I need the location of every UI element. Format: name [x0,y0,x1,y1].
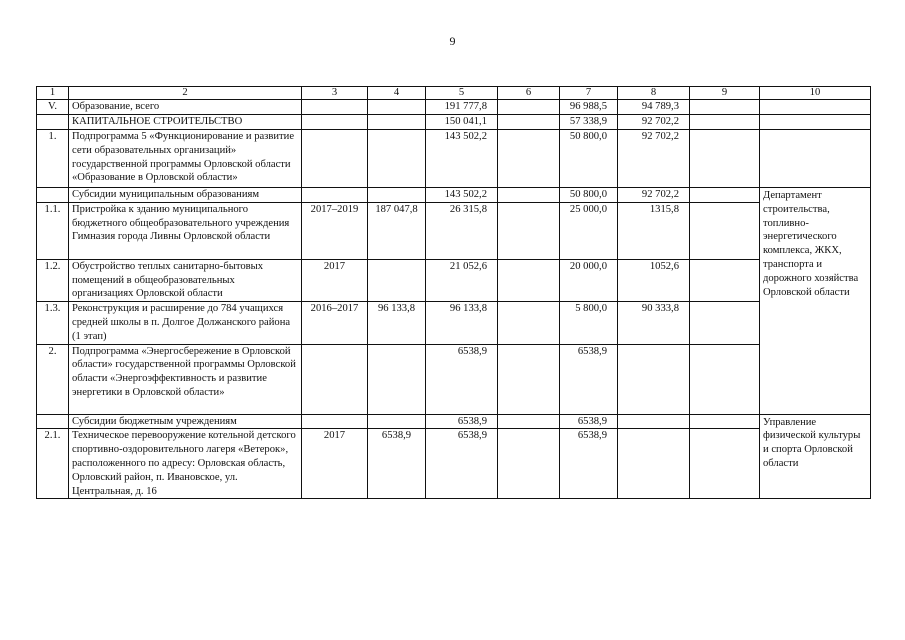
amount-col5: 150 041,1 [426,115,498,130]
amount-col7: 5 800,0 [560,302,618,344]
amount-col6 [498,259,560,301]
row-number: 1.1. [37,202,69,259]
amount-col6 [498,130,560,188]
column-header: 7 [560,87,618,100]
table-row [37,414,871,429]
period-cell: 2017–2019 [302,202,368,259]
item-name: Обустройство теплых санитарно-бытовых помещений в общеобразовательных организациях Орловской области [69,259,302,301]
row-number: 2.1. [37,429,69,499]
amount-col7: 20 000,0 [560,259,618,301]
column-header: 4 [368,87,426,100]
amount-col7: 57 338,9 [560,115,618,130]
period-cell [302,130,368,188]
amount-col8: 94 789,3 [618,100,690,115]
period-cell [302,414,368,429]
table-row [37,188,871,203]
amount-col6 [498,414,560,429]
estimated-cost-cell [368,344,426,414]
amount-col7: 96 988,5 [560,100,618,115]
estimated-cost-cell [368,188,426,203]
table-header-row [37,87,871,100]
amount-col8 [618,344,690,414]
amount-col8 [618,429,690,499]
column-header: 8 [618,87,690,100]
item-name: Реконструкция и расширение до 784 учащихся средней школы в п. Долгое Должанского района (1 этап) [69,302,302,344]
amount-col7: 6538,9 [560,429,618,499]
amount-col6 [498,344,560,414]
table-row [37,259,871,301]
amount-col9 [690,429,760,499]
amount-col5: 26 315,8 [426,202,498,259]
item-name: Подпрограмма «Энергосбережение в Орловской области» государственной программы Орловской области «Энергоэффективность и развитие энергетики в Орловской области» [69,344,302,414]
amount-col9 [690,188,760,203]
column-header: 1 [37,87,69,100]
amount-col6 [498,188,560,203]
amount-col8: 92 702,2 [618,188,690,203]
column-header: 5 [426,87,498,100]
amount-col7: 50 800,0 [560,130,618,188]
item-name: Техническое перевооружение котельной детского спортивно-оздоровительного лагеря «Ветерок», расположенного по адресу: Орловская область, Орловский район, п. Ивановское, ул. Центральная, д. 16 [69,429,302,499]
item-name: Субсидии бюджетным учреждениям [69,414,302,429]
amount-col6 [498,429,560,499]
empty-department-cell [760,100,871,115]
table-row [37,344,871,414]
period-cell: 2016–2017 [302,302,368,344]
row-number [37,115,69,130]
amount-col5: 6538,9 [426,414,498,429]
responsible-department-cell: Управление физической культуры и спорта Орловской области [760,414,871,499]
estimated-cost-cell [368,115,426,130]
amount-col5: 6538,9 [426,344,498,414]
column-header: 9 [690,87,760,100]
item-name: Подпрограмма 5 «Функционирование и развитие сети образовательных организаций» государственной программы Орловской области «Образование в Орловской области» [69,130,302,188]
row-number: 2. [37,344,69,414]
column-header: 6 [498,87,560,100]
item-name: КАПИТАЛЬНОЕ СТРОИТЕЛЬСТВО [69,115,302,130]
budget-table [36,86,871,499]
estimated-cost-cell: 187 047,8 [368,202,426,259]
column-header: 10 [760,87,871,100]
row-number [37,188,69,203]
page-number: 9 [449,34,456,48]
table-row [37,429,871,499]
amount-col9 [690,414,760,429]
period-cell [302,115,368,130]
estimated-cost-cell [368,259,426,301]
amount-col5: 6538,9 [426,429,498,499]
amount-col8: 90 333,8 [618,302,690,344]
amount-col9 [690,302,760,344]
empty-department-cell [760,115,871,130]
estimated-cost-cell [368,130,426,188]
table-row [37,130,871,188]
amount-col6 [498,100,560,115]
amount-col8 [618,414,690,429]
amount-col9 [690,344,760,414]
row-number: 1.2. [37,259,69,301]
amount-col5: 143 502,2 [426,188,498,203]
amount-col6 [498,202,560,259]
row-number: 1. [37,130,69,188]
row-number [37,414,69,429]
amount-col8: 92 702,2 [618,130,690,188]
amount-col8: 92 702,2 [618,115,690,130]
row-number: 1.3. [37,302,69,344]
period-cell [302,188,368,203]
amount-col9 [690,202,760,259]
item-name: Образование, всего [69,100,302,115]
period-cell: 2017 [302,429,368,499]
column-header: 2 [69,87,302,100]
empty-department-cell [760,130,871,188]
estimated-cost-cell [368,414,426,429]
table-row [37,302,871,344]
amount-col9 [690,130,760,188]
amount-col5: 96 133,8 [426,302,498,344]
responsible-department-cell: Департамент строительства, топливно-энергетического комплекса, ЖКХ, транспорта и дорожного хозяйства Орловской области [760,188,871,415]
estimated-cost-cell [368,100,426,115]
amount-col8: 1052,6 [618,259,690,301]
amount-col6 [498,115,560,130]
amount-col7: 6538,9 [560,414,618,429]
amount-col5: 21 052,6 [426,259,498,301]
estimated-cost-cell: 6538,9 [368,429,426,499]
amount-col7: 6538,9 [560,344,618,414]
amount-col5: 143 502,2 [426,130,498,188]
period-cell [302,344,368,414]
column-header: 3 [302,87,368,100]
amount-col9 [690,115,760,130]
amount-col7: 50 800,0 [560,188,618,203]
row-number: V. [37,100,69,115]
amount-col9 [690,259,760,301]
period-cell: 2017 [302,259,368,301]
amount-col8: 1315,8 [618,202,690,259]
item-name: Субсидии муниципальным образованиям [69,188,302,203]
estimated-cost-cell: 96 133,8 [368,302,426,344]
table-row [37,115,871,130]
amount-col6 [498,302,560,344]
amount-col5: 191 777,8 [426,100,498,115]
period-cell [302,100,368,115]
table-row [37,202,871,259]
amount-col7: 25 000,0 [560,202,618,259]
table-row [37,100,871,115]
item-name: Пристройка к зданию муниципального бюджетного общеобразовательного учреждения Гимназия города Ливны Орловской области [69,202,302,259]
amount-col9 [690,100,760,115]
